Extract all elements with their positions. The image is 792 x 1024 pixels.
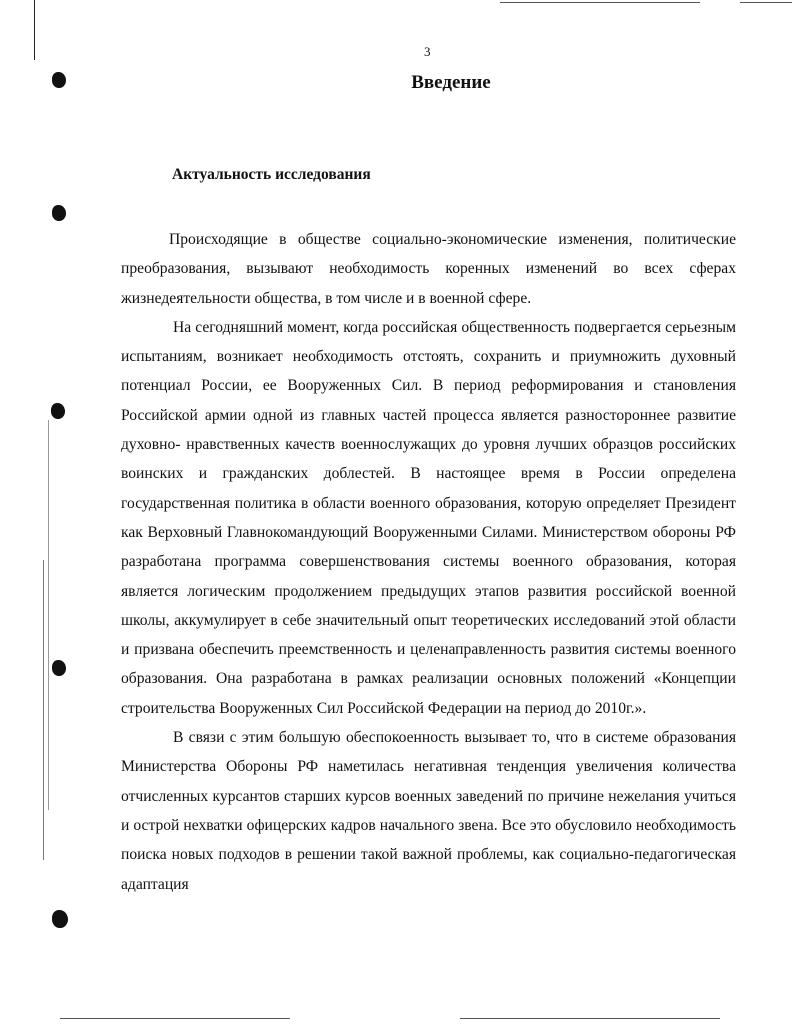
punch-hole-mark — [51, 403, 65, 419]
paragraph: В связи с этим большую обеспокоенность вызывает то, что в системе образования Министерства Обороны РФ наметилась негативная тенденция увеличения количества отчисленных курсантов старших курсов военных заведений по причине нежелания учиться и острой нехватки офицерских кадров начального звена. Все это обусловило необходимость поиска новых подходов в решении такой важной проблемы, как социально-педагогическая адаптация — [121, 729, 736, 893]
bottom-scan-rule — [460, 1018, 720, 1019]
page-title: Введение — [411, 72, 491, 93]
page-number: 3 — [424, 44, 431, 59]
section-heading: Актуальность исследования — [172, 166, 371, 183]
binding-line — [48, 420, 49, 810]
bottom-scan-rule — [60, 1018, 290, 1019]
binding-line — [43, 560, 44, 860]
paragraph: На сегодняшний момент, когда российская общественность подвергается серьезным испытаниям, возникает необходимость отстоять, сохранить и приумножить духовный потенциал России, ее Вооруженных Сил. В период реформирования и становления Российской армии одной из главных частей процесса является разностороннее развитие духовно- нравственных качеств военнослужащих до уровня лучших образцов российских воинских и гражданских доблестей. В настоящее время в России определена государственная политика в области военного образования, которую определяет Президент как Верховный Главнокомандующий Вооруженными Силами. Министерством обороны РФ разработана программа совершенствования системы военного образования, которая является логическим продолжением предыдущих этапов развития российской военной школы, аккумулирует в себе значительный опыт теоретических исследований этой области и призвана обеспечить преемственность и целенаправленность развития системы военного образования. Она разработана в рамках реализации основных положений «Концепции строительства Вооруженных Сил Российской Федерации на период до 2010г.». — [121, 318, 736, 717]
top-scan-rule — [740, 2, 792, 3]
top-scan-rule — [500, 2, 700, 3]
punch-hole-mark — [52, 660, 66, 676]
punch-hole-mark — [52, 910, 68, 928]
body-text — [121, 225, 736, 899]
punch-hole-mark — [52, 205, 66, 221]
paragraph: Происходящие в обществе социально-экономические изменения, политические преобразования, вызывают необходимость коренных изменений во всех сферах жизнедеятельности общества, в том числе и в военной сфере. — [121, 231, 736, 307]
binding-line — [34, 0, 35, 60]
